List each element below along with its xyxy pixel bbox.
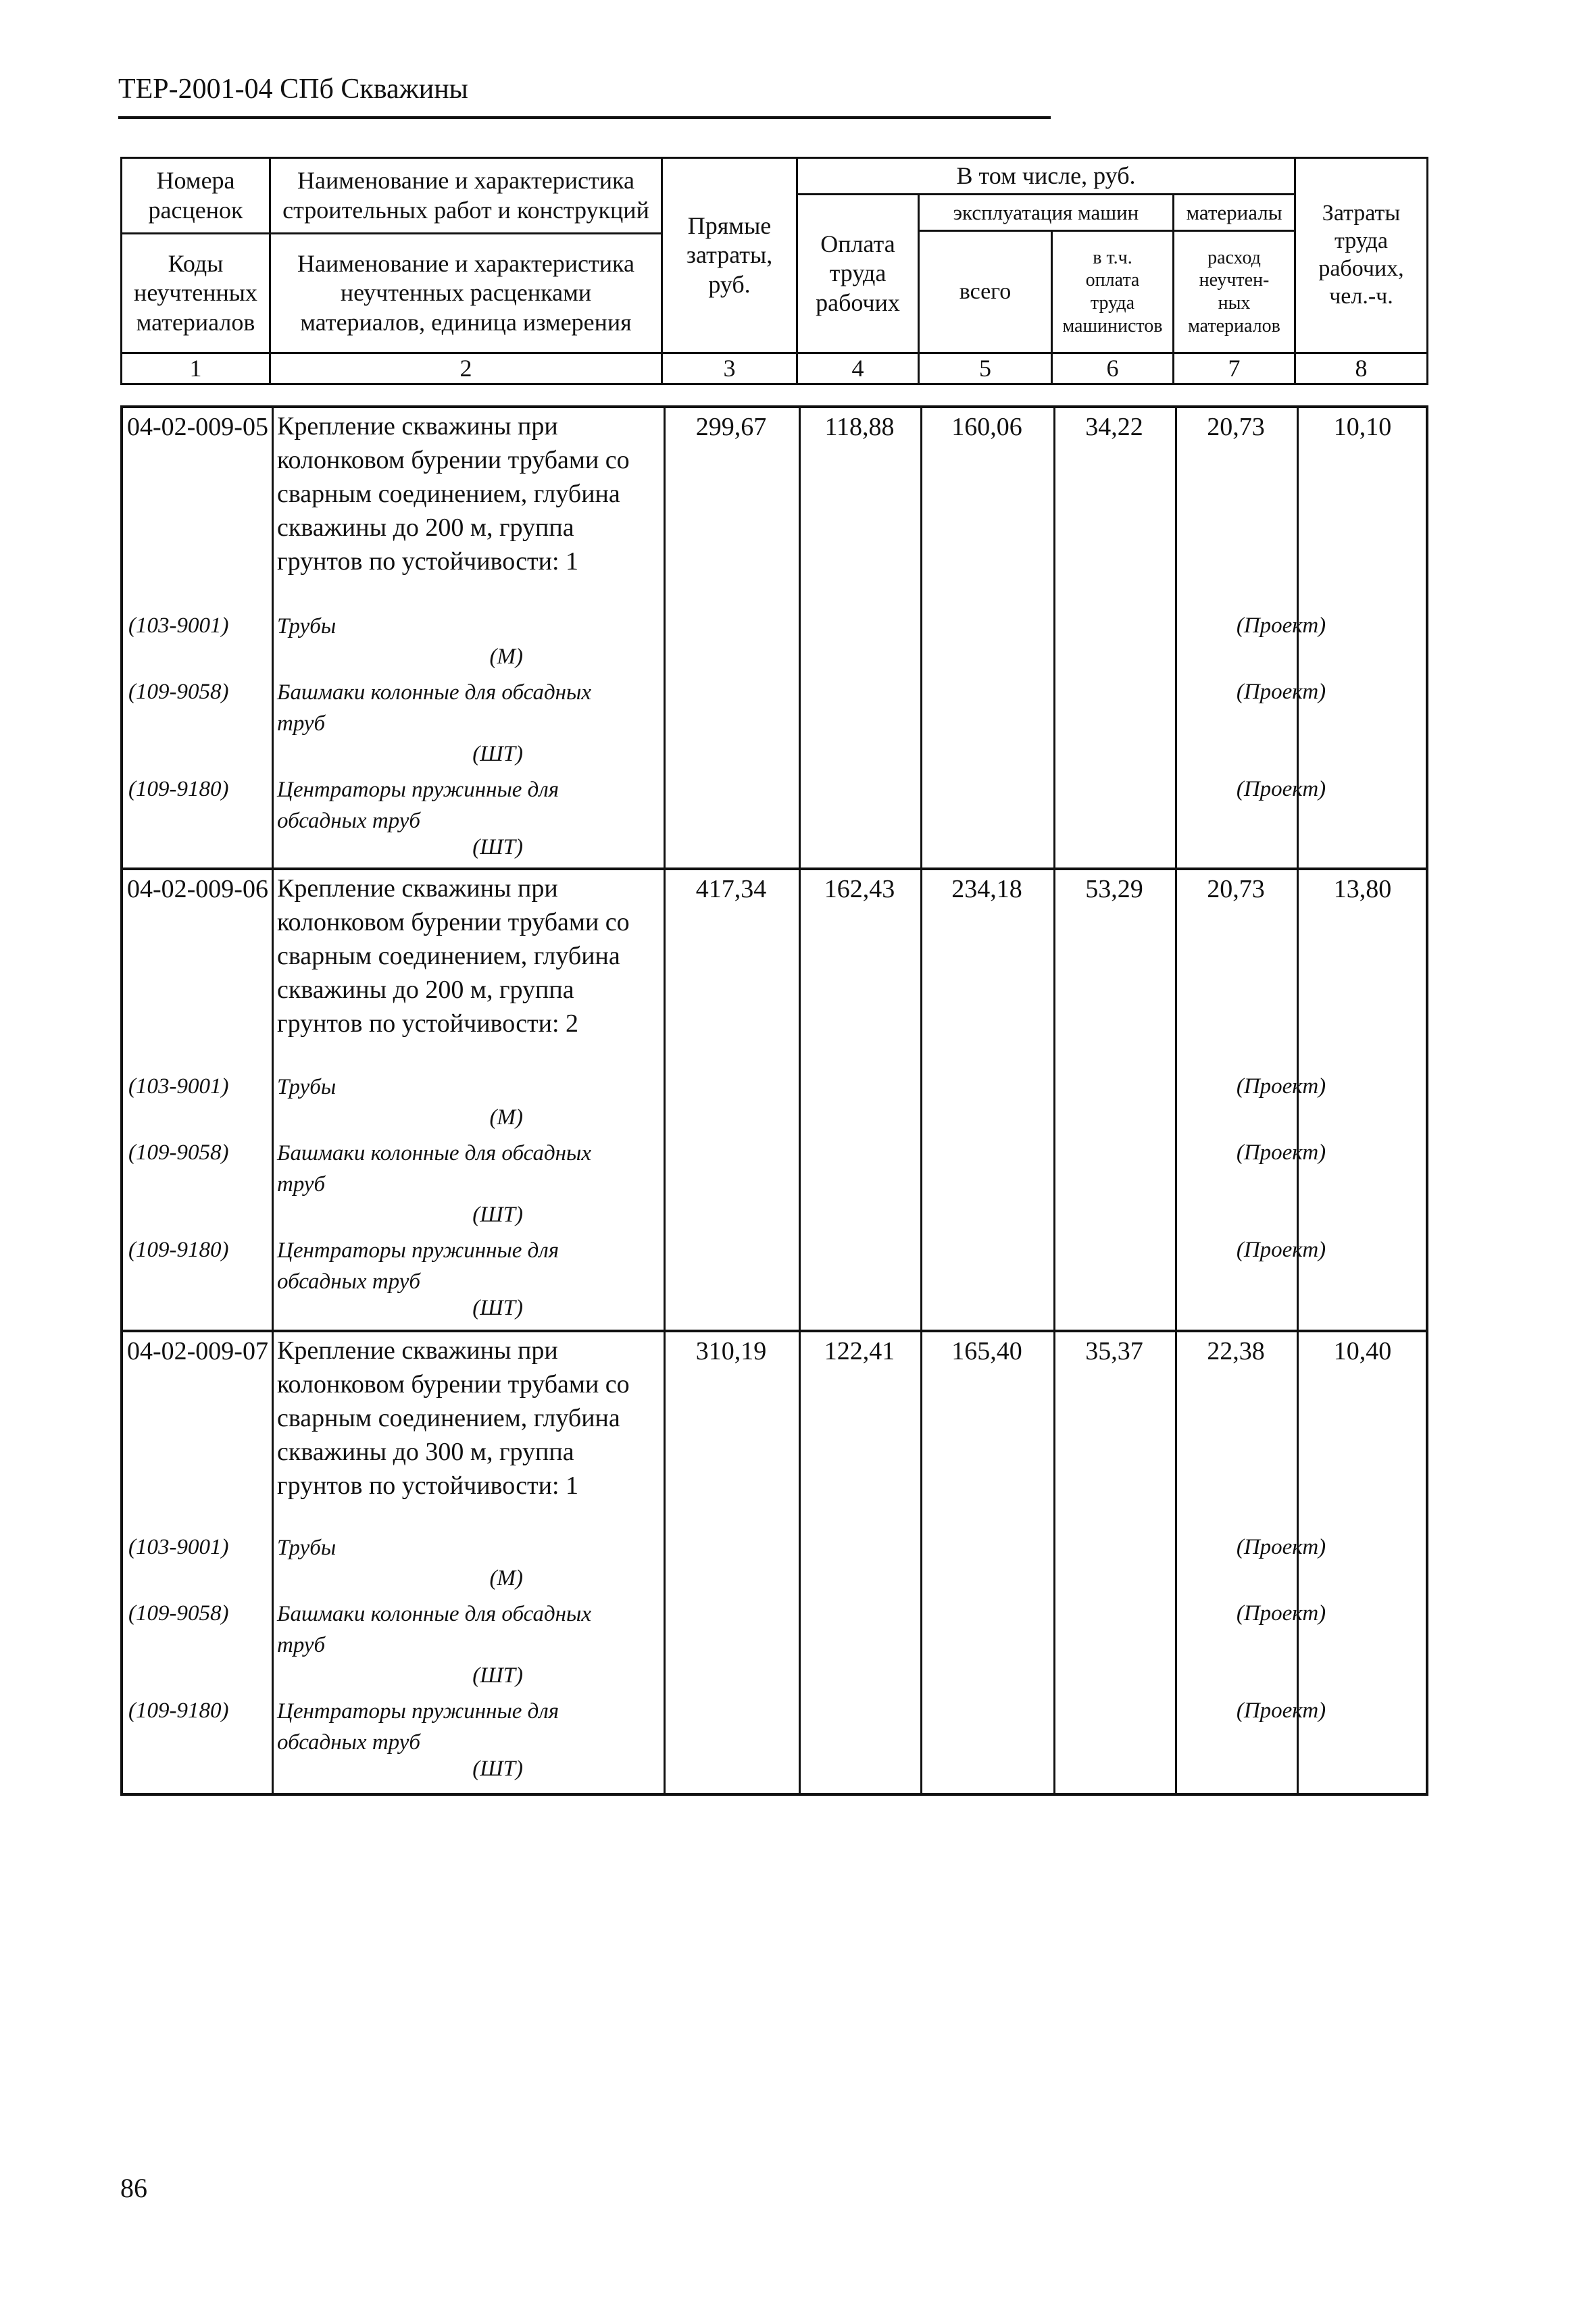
row-divider bbox=[123, 1330, 1426, 1332]
rate-code: 04-02-009-07 bbox=[127, 1337, 268, 1365]
title-divider bbox=[118, 116, 1051, 119]
document-title: ТЕР-2001-04 СПб Скважины bbox=[118, 74, 468, 105]
header-work-name: Наименование и характеристика строительных работ и конструкций bbox=[269, 157, 663, 234]
material-unit: (М) bbox=[489, 1566, 523, 1590]
header-direct-costs: Прямые затраты, руб. bbox=[661, 157, 798, 354]
machines-total-value: 165,40 bbox=[951, 1337, 1022, 1365]
direct-costs-value: 310,19 bbox=[695, 1337, 767, 1365]
machinists-wages-value: 53,29 bbox=[1085, 875, 1143, 903]
row-divider bbox=[123, 867, 1426, 870]
material-code: (103-9001) bbox=[128, 613, 229, 638]
header-rate-numbers: Номера расценок bbox=[120, 157, 271, 234]
column-number-1: 1 bbox=[120, 352, 271, 385]
material-consumption: (Проект) bbox=[1236, 1074, 1326, 1099]
material-consumption: (Проект) bbox=[1236, 1601, 1326, 1626]
material-name: Центраторы пружинные для обсадных труб bbox=[277, 1238, 559, 1294]
labor-wages-value: 122,41 bbox=[824, 1337, 895, 1365]
work-description: Крепление скважины при колонковом бурении трубами со сварным соединением, глубина скважины до 200 м, группа грунтов по устойчивости: 1 bbox=[277, 412, 630, 576]
column-number-4: 4 bbox=[796, 352, 920, 385]
material-unit: (ШТ) bbox=[472, 1296, 523, 1320]
labor-hours-value: 10,10 bbox=[1333, 413, 1392, 441]
column-divider bbox=[799, 408, 801, 1793]
material-code: (103-9001) bbox=[128, 1074, 229, 1099]
material-consumption: (Проект) bbox=[1236, 1699, 1326, 1723]
material-consumption: (Проект) bbox=[1236, 1238, 1326, 1262]
material-name: Трубы bbox=[277, 614, 336, 638]
material-unit: (ШТ) bbox=[472, 1663, 523, 1688]
material-name: Башмаки колонные для обсадных труб bbox=[277, 1602, 592, 1657]
material-name: Центраторы пружинные для обсадных труб bbox=[277, 1699, 559, 1755]
material-name: Трубы bbox=[277, 1075, 336, 1099]
column-number-8: 8 bbox=[1294, 352, 1428, 385]
column-divider bbox=[664, 408, 666, 1793]
material-unit: (ШТ) bbox=[472, 1203, 523, 1227]
column-number-5: 5 bbox=[918, 352, 1053, 385]
header-machinists-wages: в т.ч. оплата труда машинистов bbox=[1051, 230, 1174, 354]
column-divider bbox=[1053, 408, 1055, 1793]
materials-value: 20,73 bbox=[1207, 875, 1265, 903]
material-unit: (ШТ) bbox=[472, 742, 523, 766]
material-code: (109-9058) bbox=[128, 1140, 229, 1165]
material-code: (103-9001) bbox=[128, 1535, 229, 1559]
column-divider bbox=[272, 408, 274, 1793]
header-material-name: Наименование и характеристика неучтенных расценками материалов, единица измерения bbox=[269, 232, 663, 354]
material-consumption: (Проект) bbox=[1236, 777, 1326, 801]
materials-value: 20,73 bbox=[1207, 413, 1265, 441]
material-unit: (М) bbox=[489, 645, 523, 669]
column-number-7: 7 bbox=[1172, 352, 1296, 385]
column-divider bbox=[1175, 408, 1177, 1793]
labor-wages-value: 118,88 bbox=[824, 413, 895, 441]
materials-value: 22,38 bbox=[1207, 1337, 1265, 1365]
labor-hours-value: 13,80 bbox=[1333, 875, 1392, 903]
material-code: (109-9058) bbox=[128, 680, 229, 704]
table-column-header bbox=[120, 157, 1428, 385]
page-number: 86 bbox=[120, 2173, 147, 2203]
column-divider bbox=[920, 408, 922, 1793]
machinists-wages-value: 34,22 bbox=[1085, 413, 1143, 441]
material-unit: (ШТ) bbox=[472, 1757, 523, 1781]
header-machines-total: всего bbox=[918, 230, 1053, 354]
header-labor-wages: Оплата труда рабочих bbox=[796, 193, 920, 354]
machinists-wages-value: 35,37 bbox=[1085, 1337, 1143, 1365]
header-labor-hours: Затраты труда рабочих, чел.-ч. bbox=[1294, 157, 1428, 354]
material-name: Трубы bbox=[277, 1536, 336, 1560]
header-including-group: В том числе, руб. bbox=[796, 157, 1296, 195]
material-consumption: (Проект) bbox=[1236, 613, 1326, 638]
direct-costs-value: 299,67 bbox=[695, 413, 767, 441]
rates-table bbox=[120, 405, 1428, 1796]
labor-wages-value: 162,43 bbox=[824, 875, 895, 903]
rate-code: 04-02-009-05 bbox=[127, 413, 268, 441]
header-material-codes: Коды неучтенных материалов bbox=[120, 232, 271, 354]
material-name: Башмаки колонные для обсадных труб bbox=[277, 680, 592, 736]
material-consumption: (Проект) bbox=[1236, 1140, 1326, 1165]
material-code: (109-9180) bbox=[128, 1238, 229, 1262]
header-machines-group: эксплуатация машин bbox=[918, 193, 1174, 232]
column-number-3: 3 bbox=[661, 352, 798, 385]
work-description: Крепление скважины при колонковом бурении трубами со сварным соединением, глубина скважины до 200 м, группа грунтов по устойчивости: 2 bbox=[277, 874, 630, 1038]
material-code: (109-9058) bbox=[128, 1601, 229, 1626]
work-description: Крепление скважины при колонковом бурении трубами со сварным соединением, глубина скважины до 300 м, группа грунтов по устойчивости: 1 bbox=[277, 1336, 630, 1500]
material-code: (109-9180) bbox=[128, 777, 229, 801]
material-unit: (М) bbox=[489, 1105, 523, 1130]
labor-hours-value: 10,40 bbox=[1333, 1337, 1392, 1365]
material-code: (109-9180) bbox=[128, 1699, 229, 1723]
material-name: Центраторы пружинные для обсадных труб bbox=[277, 778, 559, 833]
direct-costs-value: 417,34 bbox=[695, 875, 767, 903]
material-consumption: (Проект) bbox=[1236, 1535, 1326, 1559]
material-name: Башмаки колонные для обсадных труб bbox=[277, 1141, 592, 1197]
rate-code: 04-02-009-06 bbox=[127, 875, 268, 903]
machines-total-value: 160,06 bbox=[951, 413, 1022, 441]
header-unaccounted-materials: расход неучтен- ных материалов bbox=[1172, 230, 1296, 354]
material-unit: (ШТ) bbox=[472, 835, 523, 859]
column-number-2: 2 bbox=[269, 352, 663, 385]
header-materials-group: материалы bbox=[1172, 193, 1296, 232]
material-consumption: (Проект) bbox=[1236, 680, 1326, 704]
machines-total-value: 234,18 bbox=[951, 875, 1022, 903]
column-number-6: 6 bbox=[1051, 352, 1174, 385]
